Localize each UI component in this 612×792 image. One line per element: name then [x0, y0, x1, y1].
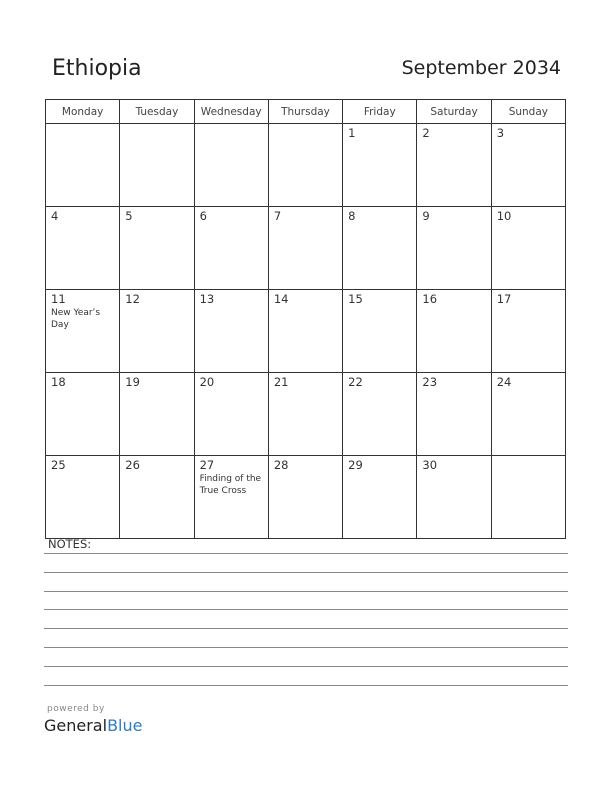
day-cell — [417, 207, 491, 290]
brand-name-part2: Blue — [107, 716, 143, 735]
day-number: 15 — [348, 292, 363, 306]
note-line — [44, 628, 568, 629]
day-number: 29 — [348, 458, 363, 472]
notes-label: NOTES: — [48, 537, 92, 551]
day-number: 30 — [422, 458, 438, 472]
calendar-grid — [45, 99, 566, 539]
day-cell — [120, 124, 194, 207]
day-cell — [343, 373, 417, 456]
note-line — [44, 553, 568, 554]
day-number: 17 — [496, 292, 512, 306]
day-cell — [268, 373, 342, 456]
day-cell — [417, 290, 491, 373]
powered-by-text: powered by — [47, 704, 105, 714]
country-title: Ethiopia — [52, 56, 142, 81]
week-row — [46, 456, 566, 539]
weekday-tuesday: Tuesday — [120, 100, 194, 124]
day-number: 8 — [348, 209, 356, 223]
day-cell — [343, 207, 417, 290]
day-cell — [268, 124, 342, 207]
day-cell — [46, 207, 120, 290]
day-number: 24 — [496, 375, 512, 389]
week-row — [46, 373, 566, 456]
day-cell — [417, 124, 491, 207]
note-line — [44, 685, 568, 686]
day-cell — [120, 456, 194, 539]
day-number: 14 — [273, 292, 289, 306]
day-number: 2 — [422, 126, 430, 140]
day-number: 28 — [273, 458, 289, 472]
day-number: 3 — [496, 126, 505, 140]
day-cell — [194, 373, 268, 456]
day-cell — [491, 290, 565, 373]
day-number: 11 — [51, 292, 66, 306]
week-row — [46, 290, 566, 373]
day-cell — [491, 373, 565, 456]
day-number: 9 — [422, 209, 430, 223]
weekday-header-row — [46, 100, 566, 124]
day-cell — [417, 456, 491, 539]
brand-name-part1: General — [44, 716, 108, 735]
day-cell — [268, 290, 342, 373]
note-line — [44, 572, 568, 573]
note-line — [44, 609, 568, 610]
day-number: 22 — [348, 375, 363, 389]
holiday-label: New Year’s Day — [51, 308, 101, 330]
day-cell — [194, 207, 268, 290]
day-cell — [268, 207, 342, 290]
day-number: 6 — [199, 209, 207, 223]
brand-logo — [44, 716, 142, 735]
day-number: 12 — [125, 292, 140, 306]
day-number: 1 — [348, 126, 356, 140]
day-number: 21 — [273, 375, 289, 389]
day-number: 16 — [422, 292, 438, 306]
day-cell — [343, 456, 417, 539]
month-year-title: September 2034 — [401, 57, 561, 79]
day-number: 5 — [125, 209, 133, 223]
day-number: 25 — [51, 458, 66, 472]
day-cell — [46, 456, 120, 539]
day-number: 4 — [51, 209, 59, 223]
weekday-thursday: Thursday — [268, 100, 342, 124]
day-cell — [491, 456, 565, 539]
week-row — [46, 124, 566, 207]
day-number: 7 — [273, 209, 282, 223]
day-cell — [46, 124, 120, 207]
note-line — [44, 647, 568, 648]
day-cell — [46, 373, 120, 456]
day-cell — [343, 290, 417, 373]
day-cell — [120, 373, 194, 456]
day-number: 27 — [199, 458, 215, 472]
day-number: 13 — [199, 292, 215, 306]
day-cell — [120, 290, 194, 373]
day-cell — [268, 456, 342, 539]
weekday-monday: Monday — [46, 100, 120, 124]
holiday-label: Finding of the True Cross — [199, 474, 262, 496]
day-number: 18 — [51, 375, 66, 389]
weekday-saturday: Saturday — [417, 100, 491, 124]
day-cell — [417, 373, 491, 456]
day-number: 19 — [125, 375, 140, 389]
day-cell — [46, 290, 120, 373]
day-number: 10 — [496, 209, 512, 223]
note-line — [44, 591, 568, 592]
day-cell — [491, 124, 565, 207]
week-row — [46, 207, 566, 290]
note-line — [44, 666, 568, 667]
day-cell — [343, 124, 417, 207]
day-number: 20 — [199, 375, 215, 389]
day-cell — [194, 124, 268, 207]
weekday-sunday: Sunday — [491, 100, 565, 124]
weekday-wednesday: Wednesday — [194, 100, 268, 124]
day-number: 26 — [125, 458, 140, 472]
day-cell — [194, 290, 268, 373]
day-cell — [491, 207, 565, 290]
day-number: 23 — [422, 375, 438, 389]
day-cell — [194, 456, 268, 539]
weekday-friday: Friday — [343, 100, 417, 124]
day-cell — [120, 207, 194, 290]
